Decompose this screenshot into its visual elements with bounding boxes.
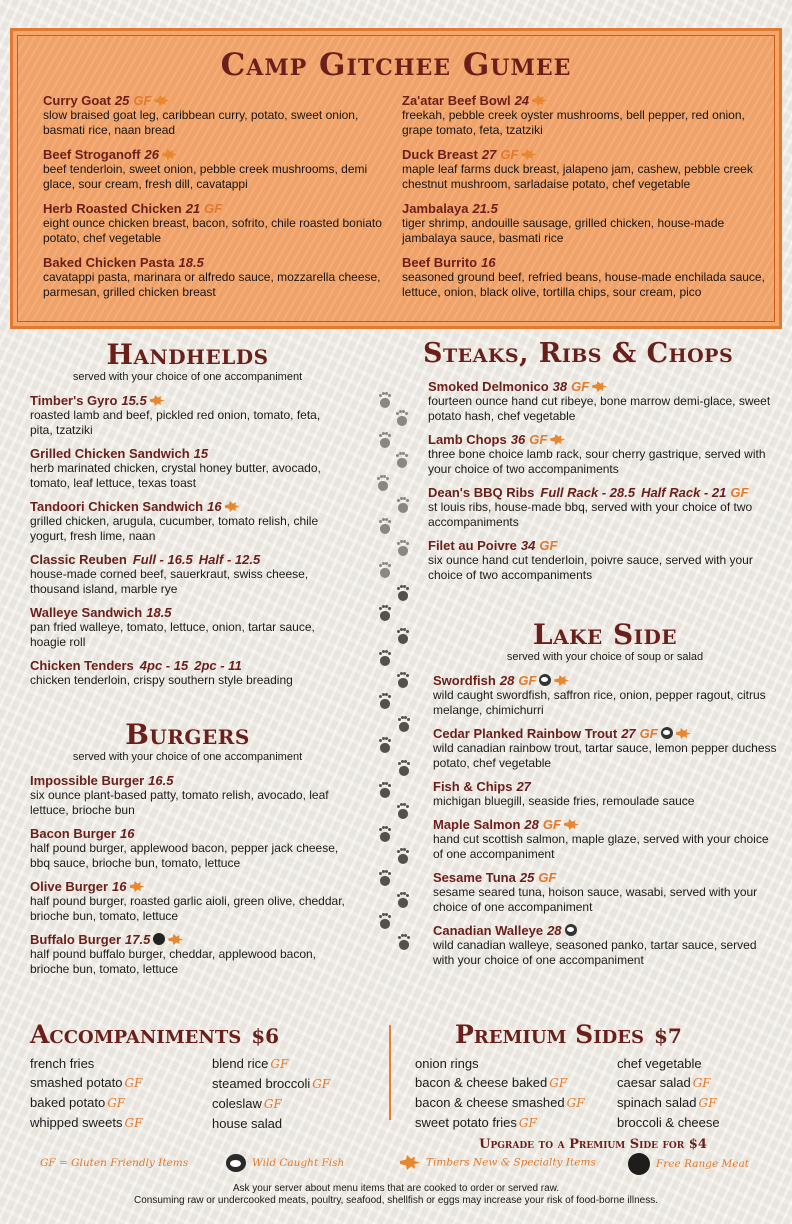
bear-track-icon <box>378 913 391 930</box>
menu-item-description: freekah, pebble creek oyster mushrooms, bell pepper, red onion, grape tomato, feta, tzatziki <box>402 108 745 137</box>
menu-item-name: Canadian Walleye <box>433 923 544 938</box>
menu-item <box>43 93 393 138</box>
menu-item <box>402 255 767 300</box>
side-item-name: broccoli & cheese <box>617 1115 720 1130</box>
menu-item <box>428 432 778 477</box>
menu-item <box>402 147 767 192</box>
bear-track-icon <box>378 870 391 887</box>
leaf-icon <box>521 149 536 160</box>
menu-item-header <box>428 538 778 553</box>
menu-item-header <box>30 552 345 567</box>
handhelds-list <box>30 393 345 688</box>
leaf-icon <box>168 934 183 945</box>
bear-track-icon <box>395 410 408 427</box>
gf-tag: GF <box>549 1076 568 1090</box>
menu-item-header <box>402 93 767 108</box>
side-item-name: house salad <box>212 1116 283 1131</box>
menu-item <box>30 393 345 438</box>
premium-title <box>455 1020 773 1049</box>
menu-item-description: seasoned ground beef, refried beans, house-made enchilada sauce, lettuce, onion, black olive, tortilla chips, sour cream, pico <box>402 270 765 299</box>
menu-item-description: fourteen ounce hand cut ribeye, bone marrow demi-glace, sweet potato hash, chef vegetable <box>428 394 771 423</box>
menu-item <box>30 658 345 688</box>
leaf-icon <box>154 95 169 106</box>
gf-tag: GF <box>124 1076 143 1090</box>
menu-item <box>428 379 778 424</box>
menu-item-price-full: 4pc - 15 <box>139 658 189 673</box>
gf-tag: GF <box>571 379 590 394</box>
legend-leaf <box>400 1155 596 1170</box>
premium-title-text: Premium Sides <box>455 1020 644 1049</box>
side-item <box>617 1093 777 1113</box>
fish-icon <box>539 674 551 686</box>
menu-item-description: chicken tenderloin, crispy southern style breading <box>30 673 293 687</box>
menu-item-header <box>433 817 780 832</box>
side-item-name: smashed potato <box>30 1075 123 1090</box>
gf-tag: GF <box>692 1076 711 1090</box>
side-item <box>617 1113 777 1132</box>
menu-item <box>30 826 345 871</box>
menu-item-name: Cedar Planked Rainbow Trout <box>433 726 618 741</box>
accompaniments-col1 <box>30 1054 212 1133</box>
gf-tag: GF <box>542 817 561 832</box>
steaks-section <box>418 338 778 591</box>
menu-item-price: 28 <box>524 817 539 832</box>
leaf-icon <box>400 1155 420 1170</box>
gf-tag: GF <box>312 1077 331 1091</box>
premium-col2 <box>617 1054 777 1133</box>
menu-item-name: Buffalo Burger <box>30 932 121 947</box>
premium-col1 <box>415 1054 617 1133</box>
leaf-icon <box>162 149 177 160</box>
menu-item-price: 24 <box>514 93 530 108</box>
side-item <box>415 1073 617 1093</box>
gf-tag: GF <box>518 1116 537 1130</box>
menu-item-price: 16 <box>481 255 496 270</box>
legend-fish-text: Wild Caught Fish <box>252 1157 345 1169</box>
gf-tag: GF <box>698 1096 717 1110</box>
bear-track-icon <box>378 432 391 449</box>
menu-item-header <box>433 673 780 688</box>
disclaimer-line-2: Consuming raw or undercooked meats, poultry, seafood, shellfish or eggs may increase your risk of food-borne illness. <box>134 1195 658 1206</box>
legend-meat-text: Free Range Meat <box>656 1158 749 1170</box>
menu-item-header <box>30 393 345 408</box>
menu-item <box>433 817 780 862</box>
gf-tag: GF <box>270 1057 289 1071</box>
menu-item-name: Grilled Chicken Sandwich <box>30 446 190 461</box>
menu-item-name: Timber's Gyro <box>30 393 118 408</box>
menu-item-price: 15.5 <box>121 393 147 408</box>
menu-item-price: 25 <box>114 93 130 108</box>
menu-item-header <box>402 255 767 270</box>
menu-item <box>428 485 778 530</box>
handhelds-subtitle: served with your choice of one accompaniment <box>72 371 303 383</box>
menu-item-price: 16 <box>119 826 135 841</box>
menu-item-price: 16 <box>112 879 127 894</box>
lakeside-section <box>430 618 780 976</box>
menu-item-price: 16.5 <box>148 773 174 788</box>
menu-item <box>433 870 780 915</box>
disclaimer <box>0 1183 792 1207</box>
accompaniments-price: $6 <box>251 1024 280 1048</box>
legend-gf <box>40 1157 188 1169</box>
premium-sides-section <box>413 1020 773 1152</box>
side-item-name: baked potato <box>30 1095 106 1110</box>
bear-track-icon <box>396 628 409 645</box>
menu-item-description: eight ounce chicken breast, bacon, sofrito, chile roasted boniato potato, chef vegetable <box>43 216 382 245</box>
gf-tag: GF <box>639 726 658 741</box>
gf-tag: GF <box>538 870 557 885</box>
menu-item-header <box>30 773 345 788</box>
menu-item-description: wild canadian rainbow trout, tartar sauce, lemon pepper duchess potato, chef vegetable <box>433 741 777 770</box>
bear-track-icon <box>378 518 391 535</box>
menu-item-description: slow braised goat leg, caribbean curry, potato, sweet onion, basmati rice, naan bread <box>43 108 359 137</box>
menu-item-price: 18.5 <box>178 255 204 270</box>
burgers-title: Burgers <box>125 718 250 751</box>
legend-leaf-text: Timbers New & Specialty Items <box>426 1156 596 1169</box>
menu-item <box>43 147 393 192</box>
feature-left-column <box>43 93 393 309</box>
side-item-name: whipped sweets <box>30 1115 123 1130</box>
side-item-name: blend rice <box>212 1056 269 1071</box>
menu-item-name: Baked Chicken Pasta <box>43 255 175 270</box>
menu-item-header <box>30 605 345 620</box>
menu-item <box>30 552 345 597</box>
leaf-icon <box>130 881 145 892</box>
bear-track-icon <box>378 737 391 754</box>
menu-item <box>30 773 345 818</box>
menu-item-price: 18.5 <box>146 605 172 620</box>
menu-item <box>30 932 345 977</box>
bear-track-icon <box>378 693 391 710</box>
feature-box <box>10 28 782 329</box>
side-item <box>30 1054 212 1073</box>
side-item <box>212 1054 382 1074</box>
side-item <box>617 1073 777 1093</box>
gf-tag: GF <box>730 485 749 500</box>
menu-item-header <box>30 658 345 673</box>
menu-item-description: hand cut scottish salmon, maple glaze, served with your choice of one accompaniment <box>433 832 769 861</box>
side-item <box>30 1093 212 1113</box>
menu-item-price: 27 <box>481 147 497 162</box>
side-item-name: spinach salad <box>617 1095 697 1110</box>
menu-item-header <box>402 147 767 162</box>
menu-item-header <box>428 432 778 447</box>
section-divider <box>389 1025 391 1120</box>
feature-right-column <box>402 93 767 309</box>
menu-item-description: herb marinated chicken, crystal honey butter, avocado, tomato, leaf lettuce, texas toast <box>30 461 321 490</box>
menu-item-description: tiger shrimp, andouille sausage, grilled chicken, house-made jambalaya sauce, basmati rice <box>402 216 725 245</box>
menu-item-description: wild canadian walleye, seasoned panko, tartar sauce, served with your choice of one accompaniment <box>433 938 757 967</box>
bear-track-icon <box>378 392 391 409</box>
gf-tag: GF <box>518 673 537 688</box>
side-item <box>30 1113 212 1133</box>
side-item-name: bacon & cheese baked <box>415 1075 548 1090</box>
fish-icon <box>565 924 577 936</box>
menu-item-name: Sesame Tuna <box>433 870 516 885</box>
menu-item-price: 38 <box>552 379 568 394</box>
menu-item-price: 25 <box>519 870 535 885</box>
menu-item <box>433 779 780 809</box>
menu-item <box>428 538 778 583</box>
feature-title: Camp Gitchee Gumee <box>220 47 572 83</box>
burgers-subtitle: served with your choice of one accompaniment <box>72 751 303 763</box>
menu-item-name: Curry Goat <box>43 93 111 108</box>
menu-item-price: 34 <box>520 538 536 553</box>
accompaniments-section <box>30 1020 370 1133</box>
menu-item-name: Beef Stroganoff <box>43 147 141 162</box>
burgers-list <box>30 773 345 977</box>
menu-item-price-half: 2pc - 11 <box>194 658 242 673</box>
side-item <box>415 1093 617 1113</box>
menu-item-description: michigan bluegill, seaside fries, remoulade sauce <box>433 794 695 808</box>
menu-item-description: wild caught swordfish, saffron rice, onion, pepper ragout, citrus melange, chimichurri <box>433 688 766 717</box>
menu-item-description: three bone choice lamb rack, sour cherry gastrique, served with your choice of two accompaniments <box>428 447 766 476</box>
menu-item-description: half pound buffalo burger, cheddar, applewood bacon, brioche bun, tomato, lettuce <box>30 947 317 976</box>
menu-item-name: Impossible Burger <box>30 773 145 788</box>
leaf-icon <box>550 434 565 445</box>
menu-item <box>30 446 345 491</box>
disclaimer-line-1: Ask your server about menu items that are cooked to order or served raw. <box>232 1183 560 1194</box>
legend-meat <box>628 1153 749 1175</box>
menu-item-header <box>43 201 393 216</box>
upgrade-note: Upgrade to a Premium Side for $4 <box>479 1137 707 1152</box>
menu-item-description: pan fried walleye, tomato, lettuce, onion, tartar sauce, hoagie roll <box>30 620 315 649</box>
leaf-icon <box>676 728 691 739</box>
menu-item-price: 21.5 <box>472 201 498 216</box>
leaf-icon <box>150 395 165 406</box>
menu-item-header <box>428 379 778 394</box>
bear-track-icon <box>396 497 409 514</box>
menu-item-price: 36 <box>510 432 526 447</box>
menu-item-description: half pound burger, roasted garlic aioli, green olive, cheddar, brioche bun, tomato, lettuce <box>30 894 345 923</box>
menu-item-name: Filet au Poivre <box>428 538 517 553</box>
menu-item-name: Chicken Tenders <box>30 658 134 673</box>
gf-tag: GF <box>124 1116 143 1130</box>
bear-track-icon <box>376 475 389 492</box>
menu-item-header <box>30 879 345 894</box>
gf-tag: GF <box>566 1096 585 1110</box>
menu-item-name: Fish & Chips <box>433 779 513 794</box>
menu-item-description: six ounce plant-based patty, tomato relish, avocado, leaf lettuce, brioche bun <box>30 788 329 817</box>
menu-item-header <box>433 923 780 938</box>
menu-item <box>30 879 345 924</box>
menu-item <box>30 499 345 544</box>
side-item-name: bacon & cheese smashed <box>415 1095 565 1110</box>
side-item-name: sweet potato fries <box>415 1115 517 1130</box>
menu-item-price: 26 <box>144 147 159 162</box>
handhelds-section <box>30 338 345 696</box>
menu-item <box>402 93 767 138</box>
menu-item-header <box>30 826 345 841</box>
side-item-name: french fries <box>30 1056 95 1071</box>
menu-item-name: Duck Breast <box>402 147 478 162</box>
legend-fish <box>226 1154 344 1172</box>
bear-track-icon <box>396 803 409 820</box>
menu-item-description: grilled chicken, arugula, cucumber, tomato relish, chile yogurt, fresh lime, naan <box>30 514 319 543</box>
leaf-icon <box>225 501 240 512</box>
menu-item <box>402 201 767 246</box>
accompaniments-col2 <box>212 1054 382 1133</box>
bear-track-icon <box>397 716 410 733</box>
bear-track-icon <box>396 540 409 557</box>
gf-tag: GF <box>204 201 223 216</box>
menu-item-header <box>30 446 345 461</box>
lakeside-list <box>433 673 780 968</box>
menu-item <box>30 605 345 650</box>
menu-item-header <box>43 147 393 162</box>
bear-track-icon <box>396 892 409 909</box>
menu-item <box>433 673 780 718</box>
bear-track-icon <box>396 672 409 689</box>
menu-item-price: 16 <box>207 499 222 514</box>
menu-item-header <box>30 932 345 947</box>
accompaniments-title <box>30 1020 370 1049</box>
menu-item-name: Swordfish <box>433 673 496 688</box>
leaf-icon <box>532 95 547 106</box>
menu-item-name: Tandoori Chicken Sandwich <box>30 499 204 514</box>
leaf-icon <box>592 381 607 392</box>
menu-item-header <box>433 726 780 741</box>
leaf-icon <box>554 675 569 686</box>
bear-track-icon <box>378 826 391 843</box>
side-item <box>415 1054 617 1073</box>
fish-icon <box>661 727 673 739</box>
menu-item-header <box>30 499 345 514</box>
menu-item-name: Smoked Delmonico <box>428 379 549 394</box>
menu-item-price: 21 <box>185 201 201 216</box>
menu-item-name: Maple Salmon <box>433 817 521 832</box>
menu-item-description: six ounce hand cut tenderloin, poivre sauce, served with your choice of two accompaniments <box>428 553 753 582</box>
gf-tag: GF <box>107 1096 126 1110</box>
menu-item-description: roasted lamb and beef, pickled red onion, tomato, feta, pita, tzatziki <box>30 408 321 437</box>
menu-item-price: 17.5 <box>125 932 151 947</box>
menu-item-price: 28 <box>547 923 562 938</box>
side-item <box>212 1114 382 1133</box>
menu-item-name: Classic Reuben <box>30 552 127 567</box>
gf-tag: GF <box>133 93 152 108</box>
menu-item-price-full: Full - 16.5 <box>132 552 193 567</box>
side-item <box>617 1054 777 1073</box>
menu-item-name: Bacon Burger <box>30 826 116 841</box>
menu-item-price: 27 <box>621 726 636 741</box>
bear-track-icon <box>378 650 391 667</box>
gf-tag: GF <box>500 147 519 162</box>
gf-tag: GF <box>539 538 558 553</box>
side-item-name: coleslaw <box>212 1096 262 1111</box>
menu-item-name: Beef Burrito <box>402 255 478 270</box>
leaf-icon <box>564 819 579 830</box>
menu-item-name: Walleye Sandwich <box>30 605 143 620</box>
menu-item-name: Olive Burger <box>30 879 109 894</box>
lakeside-title: Lake Side <box>532 618 678 651</box>
menu-item <box>43 201 393 246</box>
side-item-name: steamed broccoli <box>212 1076 311 1091</box>
fish-icon <box>226 1154 246 1172</box>
bear-track-icon <box>396 848 409 865</box>
menu-item-header <box>43 93 393 108</box>
premium-price: $7 <box>653 1024 682 1048</box>
side-item <box>30 1073 212 1093</box>
bear-track-icon <box>395 452 408 469</box>
lakeside-subtitle: served with your choice of soup or salad <box>506 651 704 663</box>
bear-track-icon <box>396 585 409 602</box>
bear-track-icon <box>378 605 391 622</box>
menu-item-price: 27 <box>516 779 531 794</box>
accompaniments-grid <box>30 1054 370 1133</box>
menu-item-price: 28 <box>499 673 515 688</box>
handhelds-title: Handhelds <box>106 338 269 371</box>
menu-item-header <box>402 201 767 216</box>
bear-track-icon <box>378 562 391 579</box>
bear-track-icon <box>397 934 410 951</box>
menu-item-description: house-made corned beef, sauerkraut, swiss cheese, thousand island, marble rye <box>30 567 309 596</box>
menu-item-price-half: Half - 12.5 <box>198 552 261 567</box>
side-item-name: chef vegetable <box>617 1056 702 1071</box>
menu-item-name: Lamb Chops <box>428 432 507 447</box>
premium-grid <box>415 1054 773 1133</box>
menu-item-description: half pound burger, applewood bacon, pepper jack cheese, bbq sauce, brioche bun, tomato, lettuce <box>30 841 339 870</box>
menu-item <box>43 255 393 300</box>
menu-item-price-full: Full Rack - 28.5 <box>540 485 636 500</box>
bear-track-icon <box>397 760 410 777</box>
accompaniments-title-text: Accompaniments <box>30 1020 242 1049</box>
menu-item-header <box>43 255 393 270</box>
bison-icon <box>628 1153 650 1175</box>
side-item-name: onion rings <box>415 1056 479 1071</box>
steaks-list <box>428 379 778 583</box>
legend-gf-text: GF = Gluten Friendly Items <box>40 1157 189 1169</box>
menu-item-header <box>433 779 780 794</box>
burgers-section <box>30 718 345 985</box>
side-item-name: caesar salad <box>617 1075 691 1090</box>
legend <box>40 1157 760 1177</box>
menu-item-description: beef tenderloin, sweet onion, pebble creek mushrooms, demi glace, sour cream, fresh dill, cavatappi <box>43 162 368 191</box>
gf-tag: GF <box>263 1097 282 1111</box>
side-item <box>415 1113 617 1133</box>
menu-item-description: sesame seared tuna, hoison sauce, wasabi, served with your choice of one accompaniment <box>433 885 758 914</box>
menu-item-price: 15 <box>193 446 209 461</box>
menu-item-description: maple leaf farms duck breast, jalapeno jam, cashew, pebble creek chestnut mushroom, sarladaise potato, chef vegetable <box>402 162 753 191</box>
menu-item-price-half: Half Rack - 21 <box>641 485 727 500</box>
side-item <box>212 1074 382 1094</box>
bear-track-icon <box>378 782 391 799</box>
menu-item <box>433 726 780 771</box>
menu-item-name: Dean's BBQ Ribs <box>428 485 535 500</box>
menu-item-header <box>428 485 778 500</box>
menu-item-description: st louis ribs, house-made bbq, served with your choice of two accompaniments <box>428 500 753 529</box>
gf-tag: GF <box>529 432 548 447</box>
menu-item-name: Herb Roasted Chicken <box>43 201 182 216</box>
menu-item-description: cavatappi pasta, marinara or alfredo sauce, mozzarella cheese, parmesan, grilled chicken breast <box>43 270 381 299</box>
bison-icon <box>153 933 165 945</box>
menu-item-name: Jambalaya <box>402 201 469 216</box>
side-item <box>212 1094 382 1114</box>
menu-item-name: Za'atar Beef Bowl <box>402 93 511 108</box>
menu-item-header <box>433 870 780 885</box>
menu-item <box>433 923 780 968</box>
steaks-title: Steaks, Ribs & Chops <box>423 338 734 369</box>
